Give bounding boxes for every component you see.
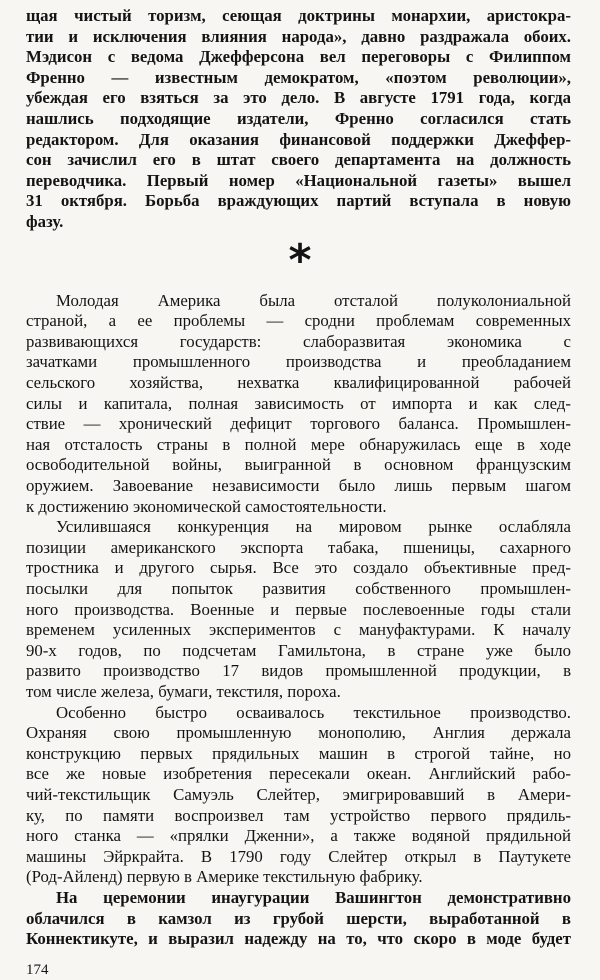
text-line: фазу. [26,212,64,231]
text-line: оружием. Завоевание независимости было лишь первым шагом [26,476,571,495]
section-separator-asterisk: * [288,234,312,286]
text-line: ствие — хронический дефицит торгового баланса. Промышлен- [26,414,571,434]
text-line: щая чистый торизм, сеющая доктрины монархии, аристокра- [26,6,571,25]
text-line: ку, по памяти воспроизвел там устройство первого прядиль- [26,805,571,825]
text-line: все же новые изобретения пересекали океан. Английский рабо- [26,764,571,784]
text-line: 31 октября. Борьба враждующих партий вступала в новую [26,191,571,211]
text-line: тии и исключения влияния народа», давно раздражала обоих. [26,26,571,46]
page-number: 174 [26,961,49,978]
text-line: чий-текстильщик Самуэль Слейтер, эмигрировавший в Амери- [26,785,571,804]
text-line: освободительной войны, выигранной в основном французским [26,455,571,475]
text-line: (Род-Айленд) первую в Америке текстильную фабрику. [26,867,423,887]
text-line: том числе железа, бумаги, текстиля, пороха. [26,682,341,701]
text-line: Особенно быстро осваивалось текстильное производство. [56,702,571,722]
text-line: временем усиленных экспериментов с мануфактурами. К началу [26,620,571,640]
text-line: ная отсталость страны в полной мере обнаружилась еще в ходе [26,434,571,454]
text-line: к достижению экономической самостоятельности. [26,496,387,516]
text-line: позиции американского экспорта табака, пшеницы, сахарного [26,537,571,557]
text-line: Охраняя свою промышленную монополию, Англия держала [26,723,571,743]
text-line: посылки для попыток развития собственного промышлен- [26,579,571,598]
text-line: убеждая его взяться за это дело. В августе 1791 года, когда [26,88,571,108]
text-line: Молодая Америка была отсталой полуколониальной [56,290,571,310]
text-line: На церемонии инаугурации Вашингтон демонстративно [56,888,571,907]
text-line: ного станка — «прялки Дженни», а также водяной прядильной [26,826,571,846]
text-line: страной, а ее проблемы — сродни проблемам современных [26,311,571,331]
text-line: развито производство 17 видов промышленной продукции, в [26,661,571,681]
text-line: машины Эйркрайта. В 1790 году Слейтер открыл в Паутукете [26,846,571,866]
text-line: редактором. Для оказания финансовой поддержки Джеффер- [26,129,571,149]
text-line: развивающихся государств: слаборазвитая экономика с [26,331,571,351]
text-line: переводчика. Первый номер «Национальной газеты» вышел [26,170,571,190]
text-line: конструкцию первых прядильных машин в строгой тайне, но [26,743,571,763]
text-line: силы и капитала, полная зависимость от импорта и как след- [26,393,571,413]
text-line: сельского хозяйства, нехватка квалифицированной рабочей [26,373,571,392]
text-line: Френно — известным демократом, «поэтом революции», [26,67,571,87]
text-line: сон зачислил его в штат своего департамента на должность [26,150,571,170]
text-line: Коннектикуте, и выразил надежду на то, что скоро в моде будет [26,929,571,949]
text-line: Мэдисон с ведома Джефферсона вел переговоры с Филиппом [26,47,571,67]
text-line: облачился в камзол из грубой шерсти, выработанной в [26,908,571,928]
text-line: тростника и другого сырья. Все это создало объективные пред- [26,558,571,578]
text-line: нашлись подходящие издатели, Френно согласился стать [26,109,571,128]
text-line: Усилившаяся конкуренция на мировом рынке ослабляла [56,517,571,537]
text-line: 90-х годов, по подсчетам Гамильтона, в стране уже было [26,640,571,660]
text-line: зачатками промышленного производства и преобладанием [26,352,571,372]
text-line: ного производства. Военные и первые послевоенные годы стали [26,599,571,619]
